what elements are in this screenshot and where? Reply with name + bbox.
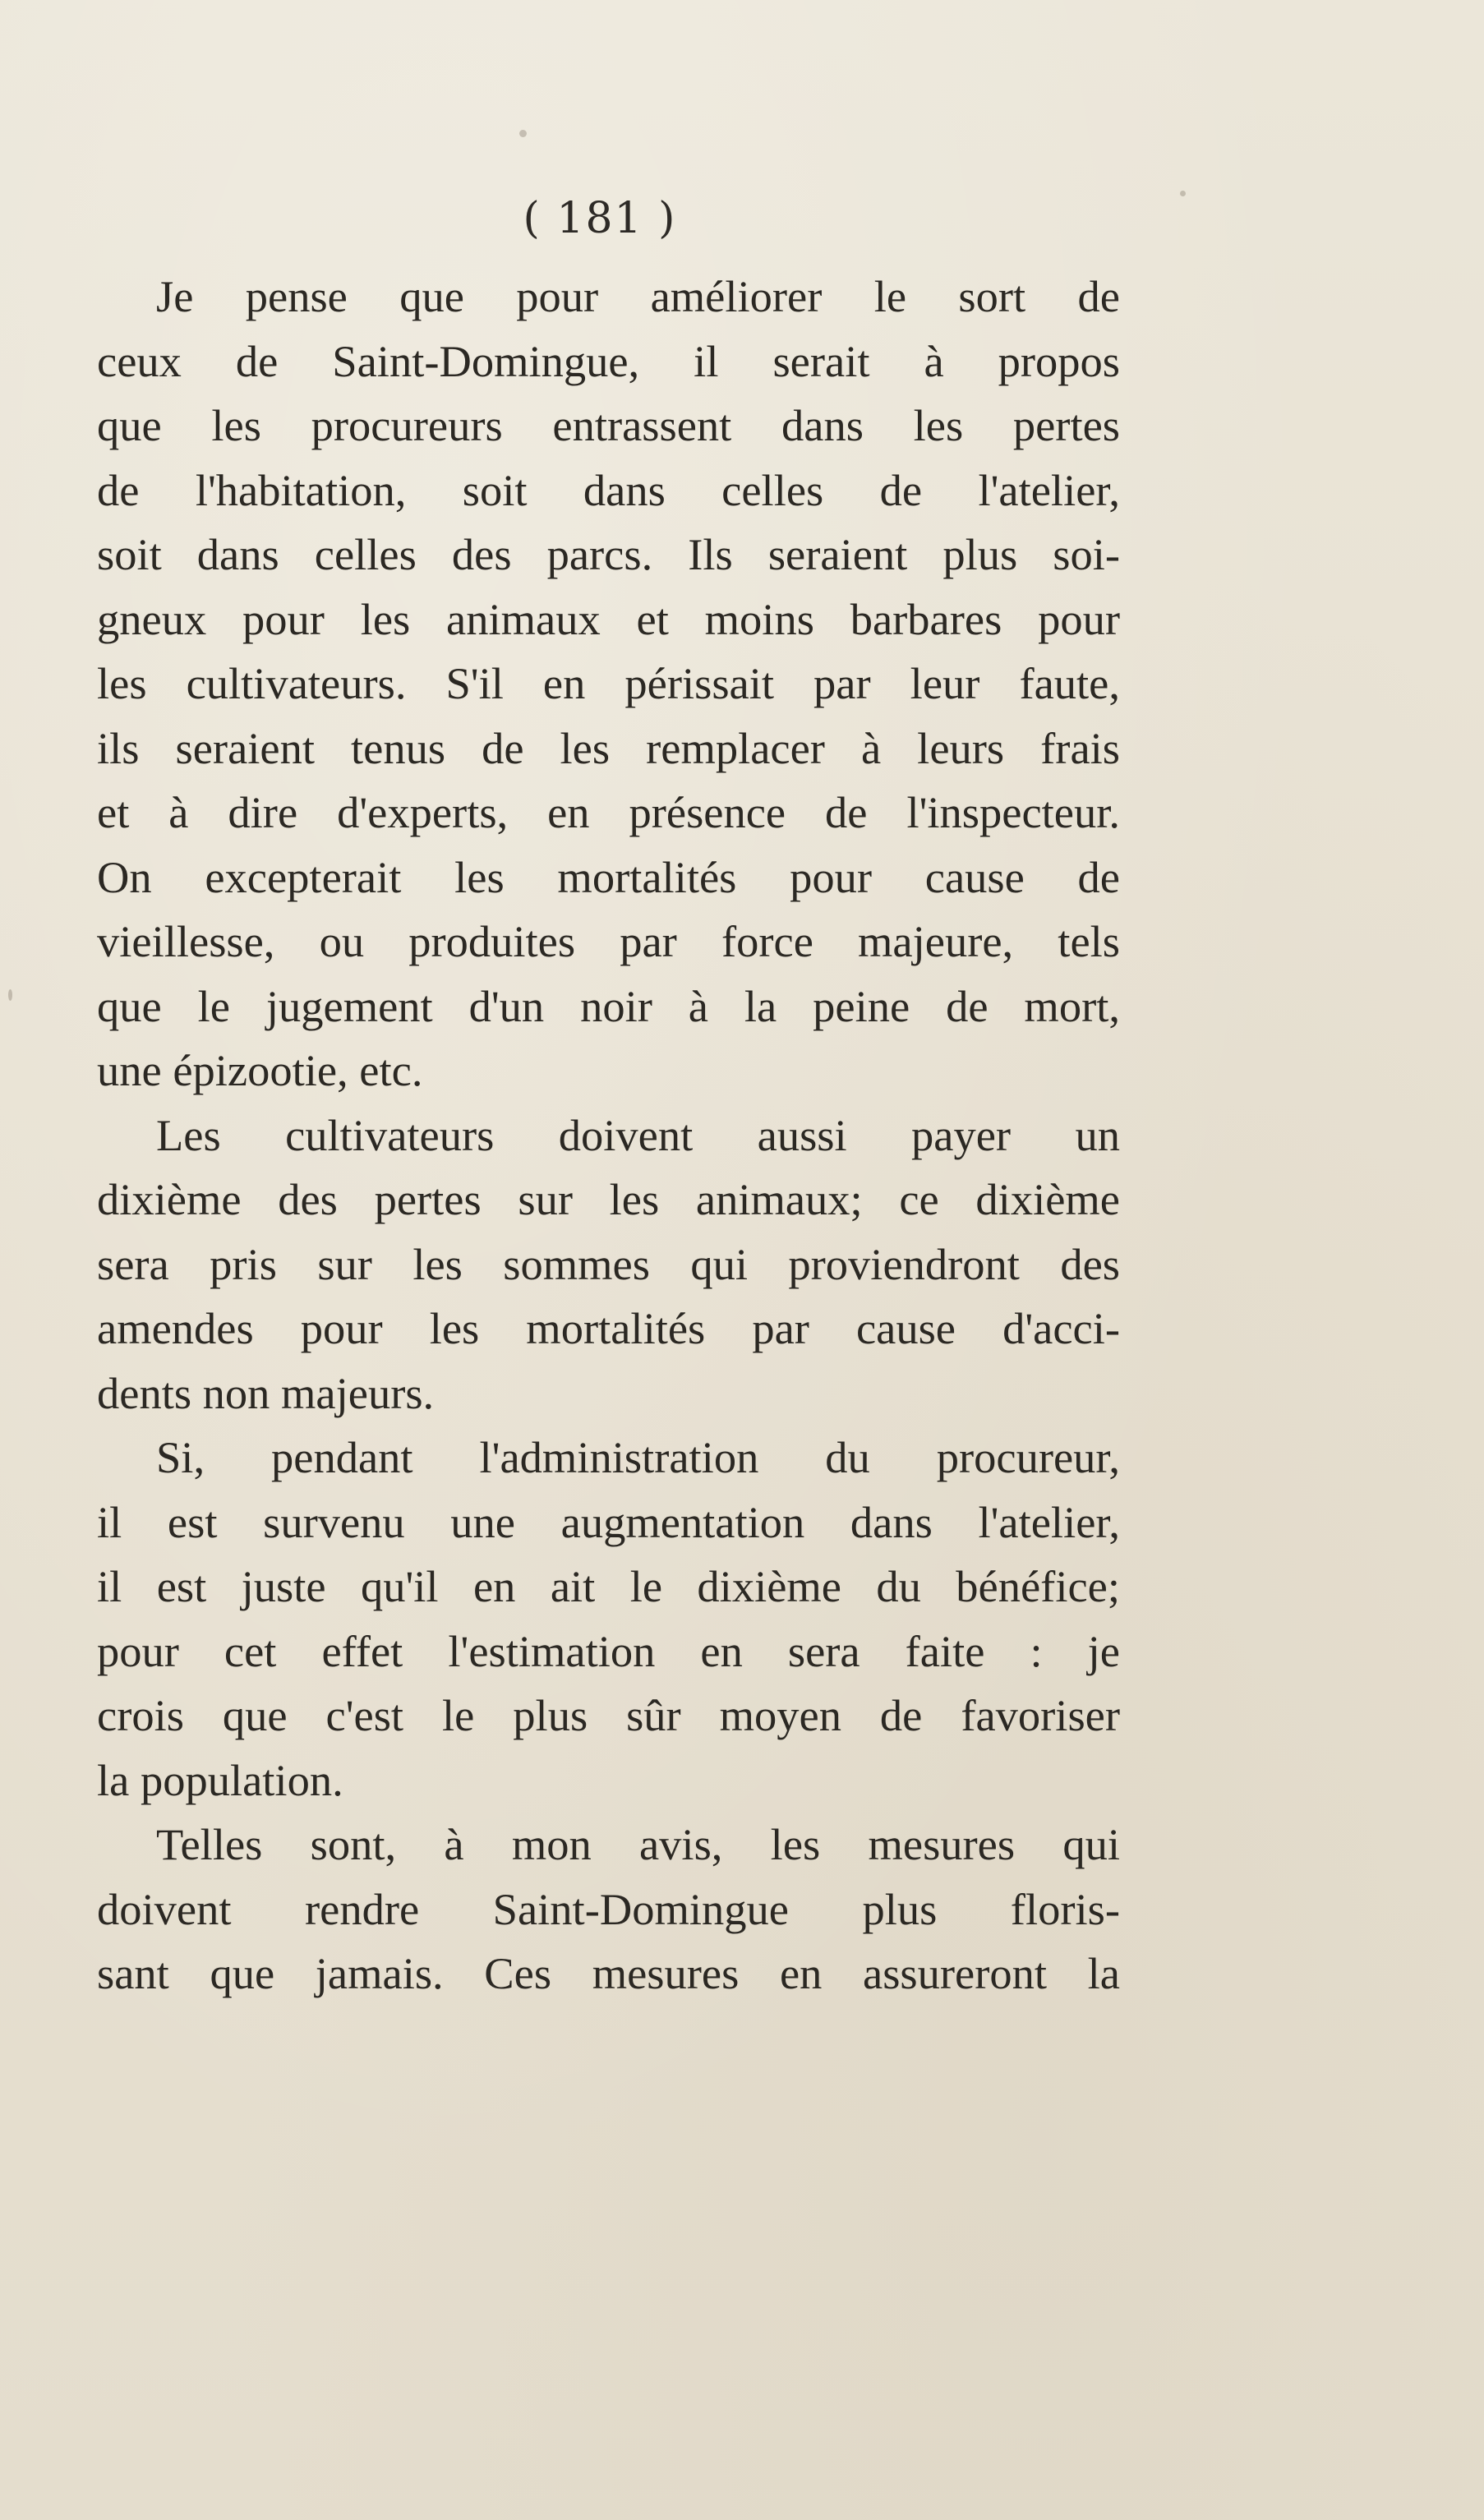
text-line: amendes pour les mortalités par cause d'acci-: [97, 1303, 1120, 1353]
text-line: dixième des pertes sur les animaux; ce dixième: [97, 1174, 1120, 1224]
body-text: [97, 265, 1120, 2006]
text-line: doivent rendre Saint-Domingue plus floris-: [97, 1883, 1120, 1934]
text-line: ceux de Saint-Domingue, il serait à propos: [97, 335, 1120, 386]
text-line: soit dans celles des parcs. Ils seraient plus soi-: [97, 529, 1120, 579]
text-line: il est juste qu'il en ait le dixième du bénéfice;: [97, 1561, 1120, 1611]
text-line: sera pris sur les sommes qui proviendront des: [97, 1238, 1120, 1289]
text-line: une épizootie, etc.: [97, 1045, 423, 1095]
text-line: sant que jamais. Ces mesures en assureront la: [97, 1948, 1120, 1998]
text-line: de l'habitation, soit dans celles de l'atelier,: [97, 464, 1120, 515]
text-line: Si, pendant l'administration du procureur,: [156, 1432, 1120, 1482]
text-line: et à dire d'experts, en présence de l'inspecteur.: [97, 787, 1120, 837]
text-line: dents non majeurs.: [97, 1367, 435, 1418]
paper-speck: [8, 989, 12, 1001]
text-line: que le jugement d'un noir à la peine de mort,: [97, 980, 1120, 1031]
text-line: Telles sont, à mon avis, les mesures qui: [156, 1819, 1120, 1869]
text-line: gneux pour les animaux et moins barbares pour: [97, 593, 1120, 644]
paper-speck: [519, 130, 527, 137]
text-line: ils seraient tenus de les remplacer à leurs frais: [97, 722, 1120, 773]
text-line: vieillesse, ou produites par force majeure, tels: [97, 916, 1120, 966]
text-line: Les cultivateurs doivent aussi payer un: [156, 1109, 1120, 1160]
text-line: Je pense que pour améliorer le sort de: [156, 271, 1120, 321]
text-line: il est survenu une augmentation dans l'atelier,: [97, 1496, 1120, 1547]
page-number: ( 181 ): [523, 194, 677, 243]
text-line: pour cet effet l'estimation en sera faite : je: [97, 1625, 1120, 1676]
text-line: On excepterait les mortalités pour cause de: [97, 851, 1120, 902]
text-line: la population.: [97, 1754, 343, 1805]
text-line: les cultivateurs. S'il en périssait par leur faute,: [97, 658, 1120, 708]
text-line: que les procureurs entrassent dans les pertes: [97, 400, 1120, 450]
text-line: crois que c'est le plus sûr moyen de favoriser: [97, 1690, 1120, 1740]
